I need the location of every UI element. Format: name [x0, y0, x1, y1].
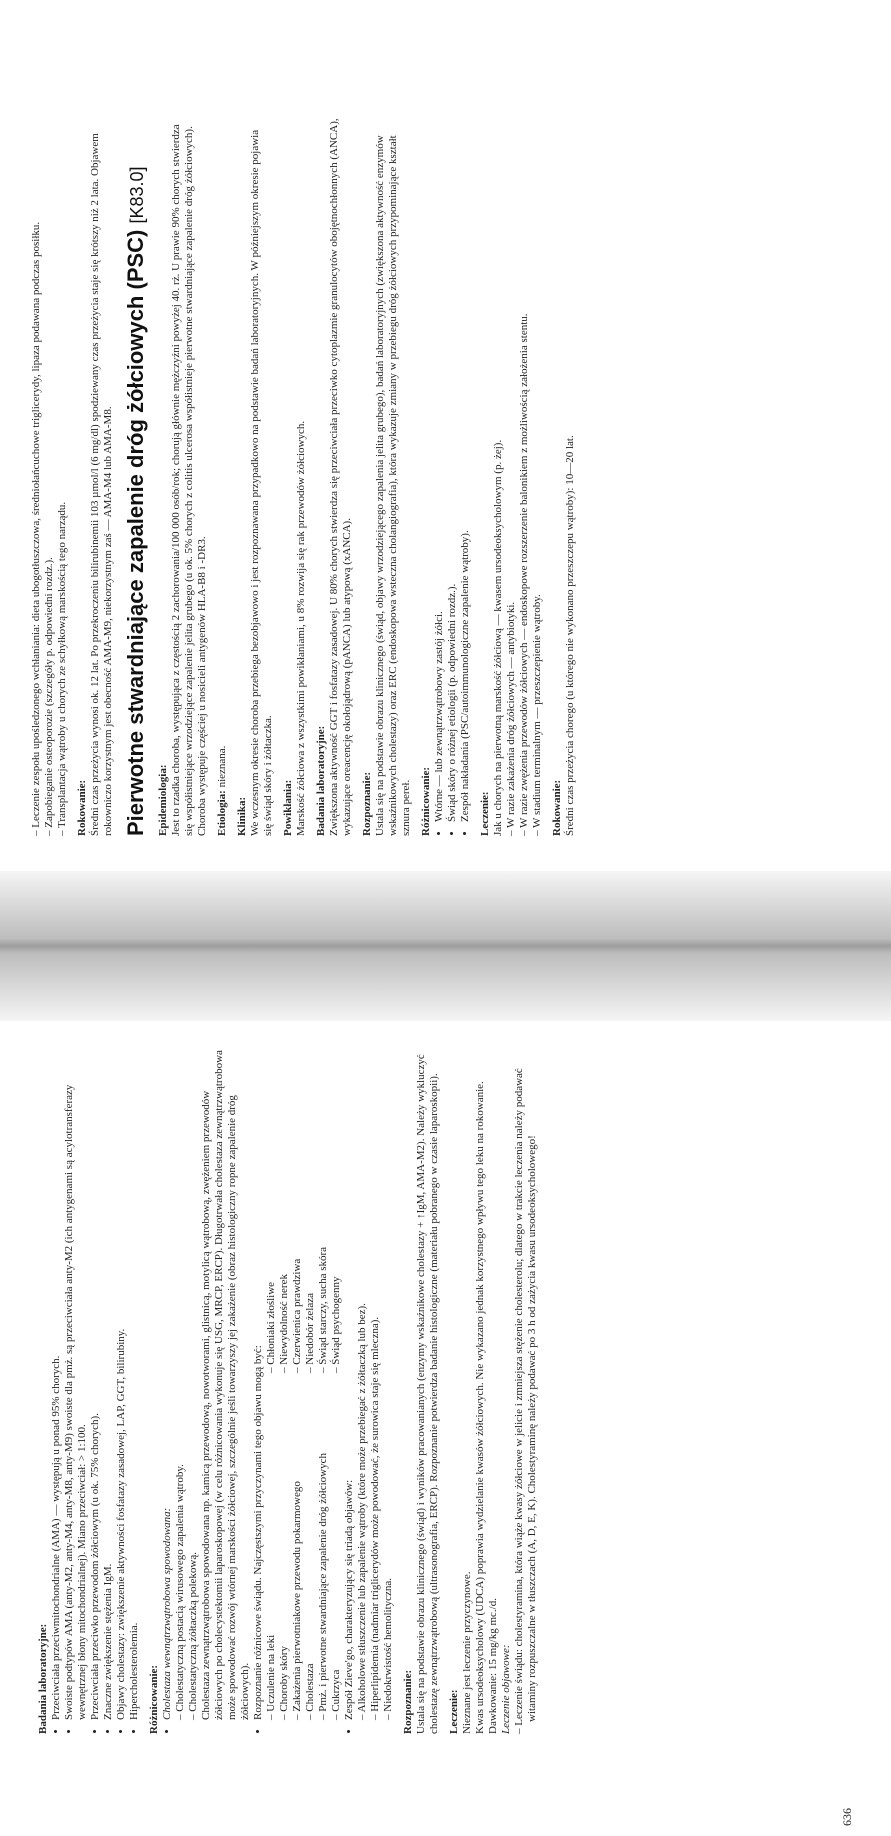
list-item: – W razie zwężenia przewodów żółciowych — endoskopowe rozszerzenie balonikiem z możliwością założenia stentu. — [518, 116, 531, 824]
list-item: – Niedokrwistość hemolityczna. — [382, 1044, 395, 1708]
list-item: – W razie zakażenia dróg żółciowych — antybiotyki. — [505, 116, 518, 824]
epi-heading: Epidemiologia: — [157, 764, 169, 836]
list-item: – Cukrzyca — [330, 1391, 343, 1708]
list-item — [252, 1044, 343, 1720]
book-gutter — [0, 871, 891, 1021]
zieve: Zespół Zieve'go, charakteryzujący się triadą objawów: — [343, 1479, 355, 1720]
list-item: – Leczenie zespołu upośledzonego wchłaniania: dieta ubogotłuszczowa, średniołańcuchowe triglicerydy, lipaza podawana podczas posiłku. — [30, 116, 43, 824]
lab-heading: Badania laboratoryjne: — [37, 1623, 49, 1734]
top-list — [30, 116, 69, 836]
etio-line — [216, 116, 229, 836]
list-item — [343, 1044, 395, 1720]
list-item: – Chłoniaki złośliwe — [265, 1044, 278, 1361]
list-item: – Świąd starczy, sucha skóra — [317, 1044, 330, 1361]
treat-text2: Kwas ursodeoksycholowy (UDCA) poprawia wydzielanie kwasów żółciowych. Nie wykazano jednak korzystnego wpływu tego leku na rokowanie. Dawkowanie: 15 mg/kg mc./d. — [474, 1081, 499, 1734]
list-item: • Przeciwciała przeciwmitochondrialne (AMA) — występują u ponad 95% chorych. — [50, 1044, 63, 1720]
diff-itch: Rozpoznanie różnicowe świądu. Najczęstszymi przyczynami tego objawu mogą być: — [252, 1345, 264, 1720]
treat-sympt-list — [513, 1044, 539, 1734]
clin-heading: Klinika: — [236, 796, 248, 836]
diff-intra: Cholestaza wewnątrzwątrobowa spowodowana: — [161, 1507, 173, 1720]
list-item: • Hipercholesterolemia. — [128, 1044, 141, 1720]
diag-text: Ustala się na podstawie obrazu klinicznego (świąd) i wyników pracowanianych (enzymy wskaźnikowe cholestazy + ↑IgM, AMA-M2). Należy wykluczyć cholestazę zewnątrzwątrobową (ultrasonografia, ERCP). Rozpoznanie potwierdza badanie histologiczne (materiału pobranego w czasie laparoskopii). — [415, 1054, 440, 1734]
epi-text: Jest to rzadka choroba, występująca z częstością 2 zachorowania/100 000 osób/rok; chorują głównie mężczyźni powyżej 40. rż. U prawie 90% chorych stwierdza się współistniejące wrzodziejące zapalenie jelita grubego (u ok. 5% chorych z colitis ulcerosa współistnieje pierwotne stwardniające zapalenie dróg żółciowych). Choroba występuje częściej u nosicieli antygenów HLA-B8 i -DR3. — [170, 124, 208, 836]
diff-intra-list — [174, 1044, 200, 1720]
zieve-list — [356, 1044, 395, 1720]
page-number: 636 — [840, 1808, 854, 1826]
diff-list — [161, 1044, 395, 1734]
list-item: – Niedobór żelaza — [304, 1044, 317, 1361]
left-page-column — [30, 1044, 539, 1734]
treat-list-right — [505, 116, 544, 836]
diff-heading-right: Różnicowanie: — [420, 766, 432, 836]
lab-list — [50, 1044, 141, 1734]
chapter-title-text: Pierwotne stwardniające zapalenie dróg żółciowych (PSC) — [123, 229, 148, 836]
prog-heading-2: Rokowanie: — [551, 779, 563, 836]
diff-list-right — [433, 116, 472, 836]
list-item: – Zakażenia pierwotniakowe przewodu pokarmowego — [291, 1391, 304, 1708]
prog-text: Średni czas przeżycia wynosi ok. 12 lat. Po przekroczeniu bilirubinemii 103 µmol/l (6 mg/dl) spodziewany czas przeżycia staje się krótszy niż 2 lata. Objawem rokowniczo korzystnym jest obecność AMA-M9, niekorzystnym zaś — AMA-M4 lub AMA-M8. — [89, 133, 114, 836]
right-page-column — [30, 116, 577, 836]
chapter-title — [123, 116, 150, 836]
lab-text-right: Zwiększona aktywność GGT i fosfatazy zasadowej. U 80% chorych stwierdza się przeciwciała przeciwko cytoplazmie granulocytów obojętnochłonnych (ANCA), wykazujące oreacencję okołojądrową (pANCA) lub atypową (xANCA). — [328, 118, 353, 836]
treat-heading-right: Leczenie: — [479, 791, 491, 836]
list-item: – Zapobieganie osteoporozie (szczegóły p. odpowiedni rozdz.). — [43, 116, 56, 824]
diag-heading-right: Rozpoznanie: — [361, 771, 373, 836]
icd-code: [K83.0] — [127, 166, 147, 224]
itch-col1 — [265, 1391, 343, 1720]
list-item: • Znaczne zwiększenie stężenia IgM. — [102, 1044, 115, 1720]
list-item: – W stadium terminalnym — przeszczepienie wątroby. — [531, 116, 544, 824]
list-item: – Leczenie świądu: cholestyramina, która wiąże kwasy żółciowe w jelicie i zmniejsza stężenie cholesterolu; dlatego w trakcie leczenia należy podawać witaminy rozpuszczalne w tłuszczach (A, D, E, K). Cholestyraminę należy podawać po 3 h od zażycia kwasu ursodeoksycholowego! — [513, 1044, 539, 1722]
list-item: – Transplantacja wątroby u chorych ze schyłkową marskością tego narządu. — [56, 116, 69, 824]
list-item: – Świąd psychogenny — [330, 1044, 343, 1361]
treat-text-right: Jak u chorych na pierwotną marskość żółciową — kwasem ursodeoksycholowym (p. żej). — [492, 439, 504, 836]
itch-columns — [265, 1044, 343, 1720]
comp-heading: Powikłania: — [282, 779, 294, 836]
prog-text-2: Średni czas przeżycia chorego (u którego nie wykonano przeszczepu wątroby): 10—20 lat. — [564, 435, 576, 836]
list-item: – Czerwienica prawdziwa — [291, 1044, 304, 1361]
prog-heading: Rokowanie: — [76, 779, 88, 836]
itch-col2 — [265, 1044, 343, 1373]
list-item — [161, 1044, 252, 1720]
list-item: • Swoiste podtypów AMA (anty-M2, anty-M4, anty-M8, anty-M9) swoiste dla pmż. są przeciwciała anty-M2 (ich antygenami są acylotransferazy wewnętrznej błony mitochondrialnej). Miano przeciwciał: > 1:100. — [63, 1044, 89, 1720]
list-item: – Cholestaza — [304, 1391, 317, 1708]
diff-heading: Różnicowanie: — [148, 1664, 160, 1734]
list-item: – Uczulenie na leki — [265, 1391, 278, 1708]
etio-text: nieznana. — [216, 745, 228, 788]
etio-heading: Etiologia: — [216, 790, 228, 836]
list-item: – Cholestatyczną postacią wirusowego zapalenia wątroby. — [174, 1044, 187, 1708]
list-item: – Choroby skóry — [278, 1391, 291, 1708]
list-item: • Objawy cholestazy: zwiększenie aktywności fosfatazy zasadowej, LAP, GGT, bilirubiny. — [115, 1044, 128, 1720]
treat-sympt: Leczenie objawowe: — [500, 1644, 512, 1734]
clin-text: We wczesnym okresie choroba przebiega bezobjawowo i jest rozpoznawana przypadkowo na podstawie badań laboratoryjnych. W późniejszym okresie pojawia się świąd skóry i żółtaczka. — [249, 129, 274, 836]
list-item: – Alkoholowe stłuszczenie lub zapalenie wątroby (które może przebiegać z żółtaczką lub bez). — [356, 1044, 369, 1708]
list-item: • Świąd skóry o różnej etiologii (p. odpowiedni rozdz.). — [446, 116, 459, 822]
list-item: • Zespół nakładania (PSC/autoimmunologiczne zapalenie wątroby). — [459, 116, 472, 822]
list-item: – Niewydolność nerek — [278, 1044, 291, 1361]
diag-text-right: Ustala się na podstawie obrazu klinicznego (świąd, objawy wrzodziejącego zapalenia jelita grubego), badań laboratoryjnych (zwiększona aktywność enzymów wskaźnikowych cholestazy) oraz ERC (endoskopowa wsteczna cholangiografia), która wykazuje zmiany w przebiegu dróg żółciowych przypominające kształt sznura pereł. — [374, 135, 412, 836]
list-item: – Pmż. i pierwotne stwardniające zapalenie dróg żółciowych — [317, 1391, 330, 1708]
list-item: – Cholestatyczną żółtaczką polekową. — [187, 1044, 200, 1708]
diag-heading: Rozpoznanie: — [402, 1669, 414, 1734]
diff-extra: Cholestaza zewnątrzwątrobowa spowodowana np. kamicą przewodową, nowotworami, glistnicą, motylicą wątrobową, zwężeniem przewodów żółciowych po cholecystektomii laparoskopowej (w celu różnicowania wykonuje się USG, MRCP, ERCP). Długotrwała cholestaza zewnątrzwątrobowa może spowodować rozwój wtórnej marskości żółciowej, szczególnie jeśli towarzyszy jej zakażenie (obraz histologiczny ropne zapalenie dróg żółciowych). — [200, 1050, 251, 1720]
lab-heading-right: Badania laboratoryjne: — [315, 725, 327, 836]
comp-text: Marskość żółciowa z wszystkimi powikłaniami, u 8% rozwija się rak przewodów żółciowych. — [295, 420, 307, 836]
treat-heading: Leczenie: — [448, 1689, 460, 1734]
treat-text1: Nieznane jest leczenie przyczynowe. — [461, 1571, 473, 1734]
list-item: • Przeciwciała przeciwko przewodom żółciowym (u ok. 75% chorych). — [89, 1044, 102, 1720]
list-item: • Wtórne — lub zewnątrzwątrobowy zastój żółci. — [433, 116, 446, 822]
list-item: – Hiperlipidemia (nadmiar triglicerydów może powodować, że surowica staje się mleczna). — [369, 1044, 382, 1708]
